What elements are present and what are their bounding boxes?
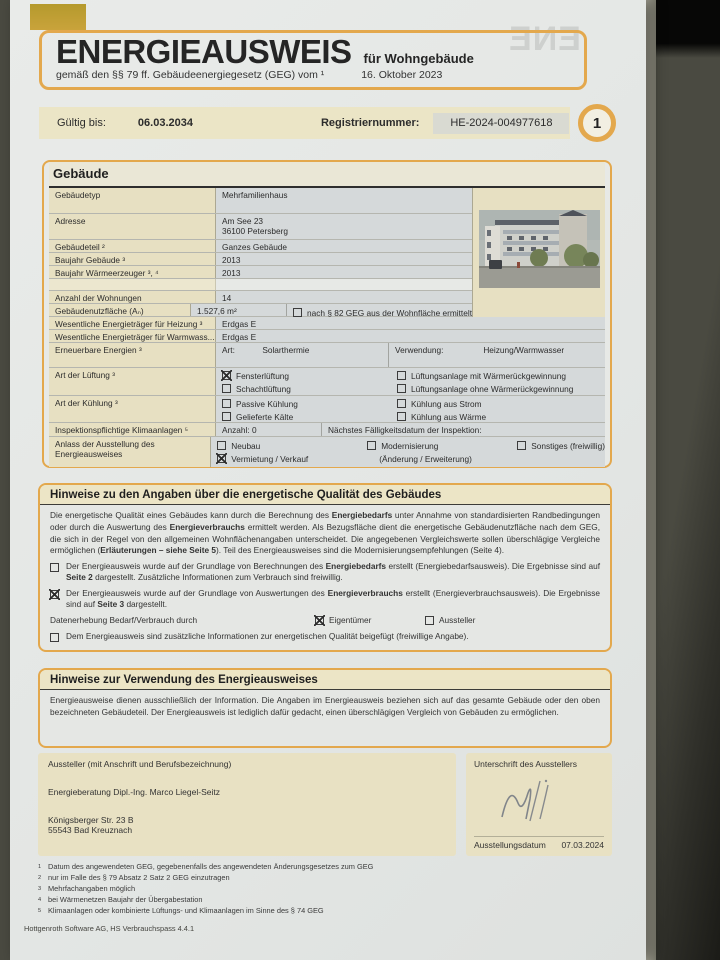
law-reference: gemäß den §§ 79 ff. Gebäudeenergiegesetz (GEG) vom ¹ <box>56 68 325 81</box>
hint-checkbox-item <box>50 561 600 583</box>
table-row <box>49 317 605 330</box>
option-label: Eigentümer <box>329 615 372 626</box>
usage-label: Verwendung: <box>395 345 444 355</box>
building-section-title: Gebäude <box>49 162 605 188</box>
issuer-box <box>38 753 456 856</box>
field-label: Gebäudeteil ² <box>49 240 216 252</box>
option-label: Kühlung aus Strom <box>411 398 482 409</box>
field-value: Mehrfamilienhaus <box>216 188 472 213</box>
field-label: Gebäudetyp <box>49 188 216 213</box>
issuer-street: Königsberger Str. 23 B <box>48 815 134 825</box>
field-label: Anlass der Ausstellung des Energieausweises <box>49 437 211 467</box>
field-label: Wesentliche Energieträger für Warmwass... <box>49 330 216 342</box>
field-label: Baujahr Gebäude ³ <box>49 253 216 265</box>
checkbox-icon <box>397 384 406 393</box>
issuer-name: Energieberatung Dipl.-Ing. Marco Liegel-Seitz <box>48 787 220 797</box>
hint-checkbox-item <box>50 588 600 610</box>
hint-item-text: Der Energieausweis wurde auf der Grundlage von Auswertungen des Energieverbrauchs erstellt (Energieverbrauchsausweis). Die Ergebnisse sind auf Seite 3 dargestellt. <box>66 587 601 609</box>
address-line-2: 36100 Petersberg <box>222 226 288 236</box>
energy-certificate-page <box>10 0 646 960</box>
footnote: 5 Klimaanlagen oder kombinierte Lüftungs- und Klimaanlagen im Sinne des § 74 GEG <box>38 905 324 915</box>
checkbox-icon <box>222 412 231 421</box>
issuer-city: 55543 Bad Kreuznach <box>48 825 133 835</box>
field-value: Erdgas E <box>216 330 605 342</box>
table-row <box>49 368 605 396</box>
checkbox-icon <box>217 441 226 450</box>
option-label: Neubau <box>231 440 261 451</box>
table-row <box>49 343 605 368</box>
checkbox-icon <box>222 371 231 380</box>
law-date: 16. Oktober 2023 <box>361 68 443 81</box>
field-value <box>216 214 472 239</box>
checkbox-icon <box>315 616 324 625</box>
address-line-1: Am See 23 <box>222 216 264 226</box>
area-method-option <box>286 304 472 316</box>
signature-label: Unterschrift des Ausstellers <box>474 759 577 769</box>
table-row <box>49 330 605 343</box>
hvac-count: Anzahl: 0 <box>216 423 321 436</box>
field-label: Inspektionspflichtige Klimaanlagen ⁵ <box>49 423 216 436</box>
field-label: Anzahl der Wohnungen <box>49 291 216 303</box>
software-credit: Hottgenroth Software AG, HS Verbrauchspass 4.4.1 <box>24 924 195 933</box>
document-title: ENERGIEAUSWEIS <box>56 33 352 70</box>
data-collection-label: Datenerhebung Bedarf/Verbrauch durch <box>50 615 198 626</box>
type-label: Art: <box>222 345 235 355</box>
footnote: 2 nur im Falle des § 79 Absatz 2 Satz 2 GEG einzutragen <box>38 872 230 882</box>
checkbox-icon <box>50 563 59 572</box>
checkbox-icon <box>367 441 376 450</box>
field-value: 2013 <box>216 266 472 278</box>
checkbox-icon <box>222 384 231 393</box>
mirrored-backside-text: ENE <box>508 20 581 58</box>
checkbox-icon <box>50 633 59 642</box>
checkbox-icon <box>397 371 406 380</box>
signature-box <box>466 753 612 856</box>
issue-date-label: Ausstellungsdatum <box>474 840 546 850</box>
option-label: Sonstiges (freiwillig) <box>531 440 605 451</box>
usage-hints-section <box>38 668 612 748</box>
hint-item-text: Der Energieausweis wurde auf der Grundlage von Berechnungen des Energiebedarfs erstellt (Energiebedarfsausweis). Die Ergebnisse sind auf Seite 2 dargestellt. Zusätzliche Informationen zum Verbrauch sind freiwillig. <box>66 561 600 583</box>
footnotes <box>38 862 373 917</box>
building-photo-cell <box>472 188 605 317</box>
hint-checkbox-item <box>50 631 600 642</box>
checkbox-icon <box>222 399 231 408</box>
field-label: Art der Kühlung ³ <box>49 396 216 422</box>
checkbox-icon <box>397 412 406 421</box>
registry-number-label: Registriernummer: <box>320 117 420 129</box>
checkbox-icon <box>517 441 526 450</box>
footnote: 1 Datum des angewendeten GEG, gegebenenfalls des angewendeten Änderungsgesetzes zum GEG <box>38 862 374 871</box>
building-section <box>42 160 612 468</box>
option-label: Kühlung aus Wärme <box>411 411 487 422</box>
option-label: Schachtlüftung <box>236 383 291 394</box>
option-label: Lüftungsanlage ohne Wärmerückgewinnung <box>411 383 574 394</box>
hvac-inspection-due: Nächstes Fälligkeitsdatum der Inspektion: <box>321 423 605 436</box>
field-value: 2013 <box>216 253 472 265</box>
checkbox-icon <box>293 308 302 317</box>
document-header <box>39 30 587 90</box>
field-label: Baujahr Wärmeerzeuger ³, ⁴ <box>49 266 216 278</box>
data-collection-row <box>50 614 610 627</box>
valid-until-label: Gültig bis: <box>57 117 106 129</box>
valid-until-date: 06.03.2034 <box>137 117 193 129</box>
building-table <box>49 188 605 467</box>
building-photo <box>479 210 600 288</box>
option-label: Aussteller <box>439 615 476 626</box>
field-value: Erdgas E <box>216 317 605 329</box>
signature <box>496 769 576 825</box>
option-label: Vermietung / Verkauf <box>231 453 309 464</box>
checkbox-icon <box>397 399 406 408</box>
field-value: 1.527,6 m² <box>191 304 286 316</box>
document-subtitle: für Wohngebäude <box>363 51 474 66</box>
checkbox-icon <box>50 590 59 599</box>
option-label: nach § 82 GEG aus der Wohnfläche ermittelt <box>307 307 472 318</box>
field-label: Gebäudenutzfläche (Aₙ) <box>49 304 191 316</box>
field-label: Art der Lüftung ³ <box>49 368 216 395</box>
quality-hints-section <box>38 483 612 652</box>
option-label: Passive Kühlung <box>236 398 298 409</box>
page-number-badge: 1 <box>578 104 616 142</box>
usage-value: Heizung/Warmwasser <box>483 345 565 355</box>
quality-hints-intro: Die energetische Qualität eines Gebäudes kann durch die Berechnung des Energiebedarfs unter Annahme von standardisierten Randbedingungen oder durch die Auswertung des Energieverbrauchs ermittelt werden. Als Bezugsfläche dient die energetische Gebäudenutzfläche nach dem GEG, die sich in der Regel von den allgemeinen Wohnflächenangaben unterscheidet. Die angegebenen Vergleichswerte sollen überschlägige Vergleiche ermöglichen (Erläuterungen – siehe Seite 5). Teil des Energieausweises sind die Modernisierungsempfehlungen (Seite 4). <box>50 510 600 556</box>
option-label: Modernisierung <box>381 440 439 451</box>
table-row <box>49 437 605 467</box>
table-row <box>49 396 605 423</box>
field-value: Ganzes Gebäude <box>216 240 472 252</box>
option-note: (Änderung / Erweiterung) <box>379 453 472 464</box>
usage-hints-text: Energieausweise dienen ausschließlich der Information. Die Angaben im Energieausweis beziehen sich auf das gesamte Gebäude oder den oben bezeichneten Gebäudeteil. Der Energieausweis ist lediglich dafür gedacht, einen überschlägigen Vergleich von Gebäuden zu ermöglichen. <box>50 695 600 717</box>
issue-date-value: 07.03.2024 <box>561 840 604 850</box>
registry-number-value: HE-2024-004977618 <box>433 113 569 134</box>
hint-item-text: Dem Energieausweis sind zusätzliche Informationen zur energetischen Qualität beigefügt (freiwillige Angabe). <box>66 630 469 641</box>
footnote: 4 bei Wärmenetzen Baujahr der Übergabestation <box>38 894 203 904</box>
option-label: Gelieferte Kälte <box>236 411 294 422</box>
issuer-label: Aussteller (mit Anschrift und Berufsbezeichnung) <box>48 759 232 769</box>
footnote: 3 Mehrfachangaben möglich <box>38 883 136 893</box>
option-label: Fensterlüftung <box>236 370 290 381</box>
checkbox-icon <box>217 454 226 463</box>
option-label: Lüftungsanlage mit Wärmerückgewinnung <box>411 370 566 381</box>
quality-hints-title: Hinweise zu den Angaben über die energetische Qualität des Gebäudes <box>40 485 610 505</box>
yellow-sticky-tab <box>30 4 86 30</box>
type-value: Solarthermie <box>262 345 310 355</box>
photo-background-shadow <box>646 0 720 58</box>
usage-hints-title: Hinweise zur Verwendung des Energieausweises <box>40 670 610 690</box>
field-label: Wesentliche Energieträger für Heizung ³ <box>49 317 216 329</box>
checkbox-icon <box>425 616 434 625</box>
field-label: Erneuerbare Energien ³ <box>49 343 216 367</box>
field-value: 14 <box>216 291 472 303</box>
table-row <box>49 423 605 437</box>
field-label: Adresse <box>49 214 216 239</box>
renewable-type <box>216 343 388 367</box>
validity-bar <box>39 107 570 139</box>
renewable-usage <box>388 343 605 367</box>
